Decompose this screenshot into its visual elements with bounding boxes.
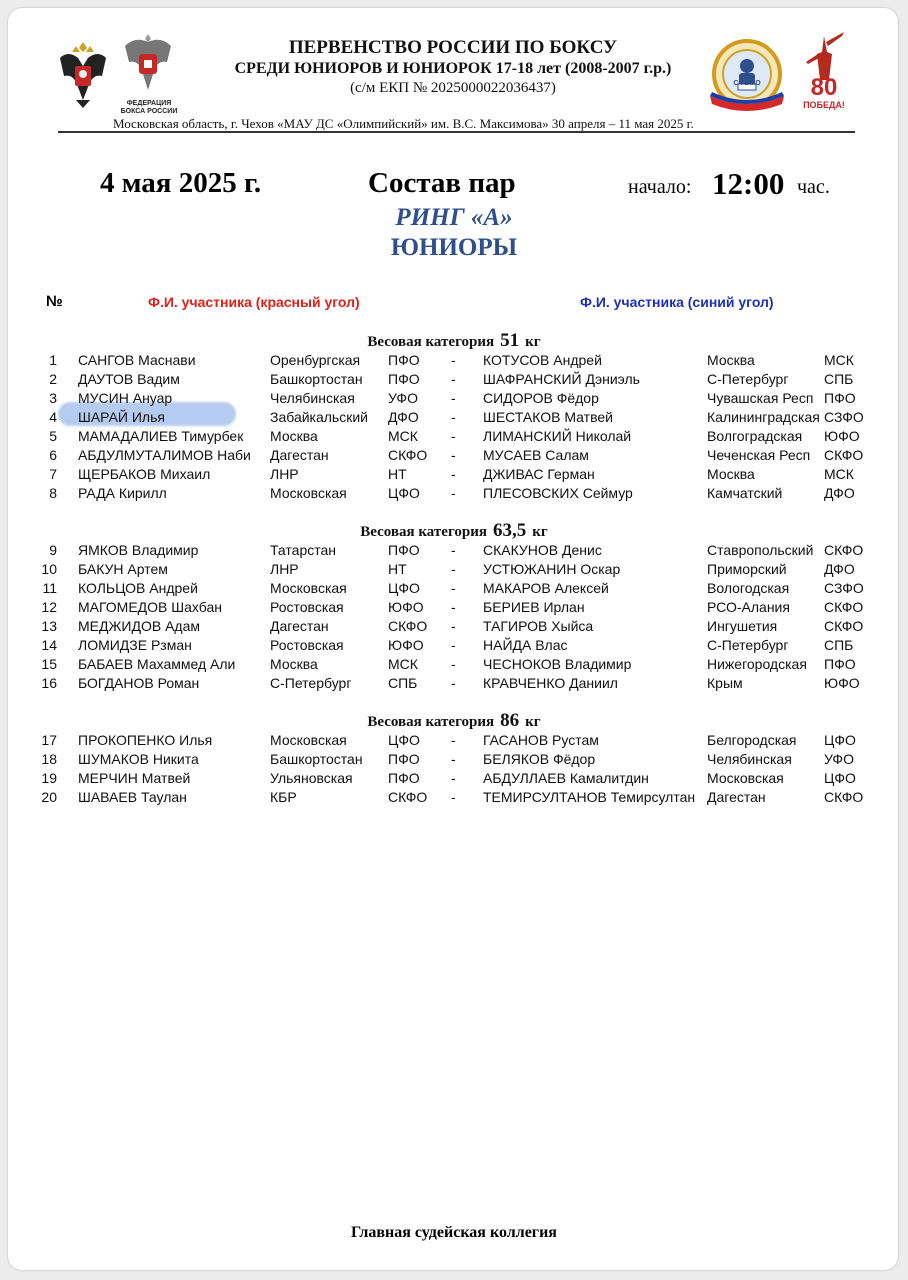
red-corner-district: ПФО (388, 751, 420, 767)
header-rule (58, 131, 855, 133)
category-weight: 63,5 (492, 520, 527, 541)
red-corner-district: УФО (388, 390, 418, 406)
blue-corner-name: МУСАЕВ Салам (483, 447, 589, 463)
table-row (0, 675, 908, 694)
red-corner-region: Челябинская (270, 390, 355, 406)
red-corner-name: ЛОМИДЗЕ Рзман (78, 637, 192, 653)
blue-corner-district: ПФО (824, 390, 856, 406)
bout-number: 6 (49, 447, 57, 463)
red-corner-region: Ульяновская (270, 770, 353, 786)
vs-dash: - (451, 428, 456, 444)
blue-corner-region: Москва (707, 352, 755, 368)
table-row (0, 409, 908, 428)
red-corner-region: Московская (270, 485, 347, 501)
bout-number: 12 (41, 599, 57, 615)
table-row (0, 656, 908, 675)
vs-dash: - (451, 485, 456, 501)
sfbmo-logo-text: СФБМО (733, 80, 761, 87)
blue-corner-district: МСК (824, 352, 854, 368)
table-row (0, 352, 908, 371)
red-corner-region: КБР (270, 789, 297, 805)
vs-dash: - (451, 675, 456, 691)
red-corner-name: ШАРАЙ Илья (78, 409, 165, 425)
table-row (0, 466, 908, 485)
blue-corner-district: ЦФО (824, 770, 856, 786)
blue-corner-region: Волгоградская (707, 428, 803, 444)
blue-corner-district: СКФО (824, 618, 864, 634)
vs-dash: - (451, 466, 456, 482)
red-corner-district: ДФО (388, 409, 419, 425)
red-corner-region: Московская (270, 580, 347, 596)
vs-dash: - (451, 637, 456, 653)
bout-number: 13 (41, 618, 57, 634)
blue-corner-region: С-Петербург (707, 637, 789, 653)
blue-corner-name: ТЕМИРСУЛТАНОВ Темирсултан (483, 789, 696, 805)
vs-dash: - (451, 770, 456, 786)
document-title: Состав пар (368, 167, 516, 199)
blue-corner-district: СПБ (824, 371, 854, 387)
blue-corner-name: БЕРИЕВ Ирлан (483, 599, 585, 615)
red-corner-region: Оренбургская (270, 352, 361, 368)
red-corner-district: СПБ (388, 675, 418, 691)
red-corner-district: ЦФО (388, 732, 420, 748)
table-row (0, 751, 908, 770)
category-label: Весовая категория (367, 714, 495, 730)
bout-number: 11 (42, 580, 57, 596)
ring-title: РИНГ «А» (395, 204, 513, 231)
red-corner-region: Башкортостан (270, 751, 363, 767)
red-corner-region: Ростовская (270, 637, 344, 653)
federation-caption-line2: БОКСА РОССИИ (120, 108, 178, 115)
red-corner-district: СКФО (388, 618, 428, 634)
blue-corner-name: ШЕСТАКОВ Матвей (483, 409, 613, 425)
blue-corner-district: УФО (824, 751, 854, 767)
blue-corner-region: Чувашская Респ (707, 390, 814, 406)
bout-number: 18 (41, 751, 57, 767)
red-corner-region: Москва (270, 428, 318, 444)
victory-number: 80 (810, 74, 838, 101)
red-corner-name: БАКУН Артем (78, 561, 168, 577)
blue-corner-district: ДФО (824, 561, 855, 577)
start-time: 12:00 (712, 166, 785, 201)
blue-corner-region: Крым (707, 675, 743, 691)
vs-dash: - (451, 542, 456, 558)
category-label: Весовая категория (360, 524, 487, 540)
table-row (0, 428, 908, 447)
vs-dash: - (451, 561, 456, 577)
red-corner-district: ЦФО (388, 485, 420, 501)
table-row (0, 561, 908, 580)
blue-corner-name: КОТУСОВ Андрей (483, 352, 602, 368)
vs-dash: - (451, 789, 456, 805)
vs-dash: - (451, 447, 456, 463)
blue-corner-region: Челябинская (707, 751, 792, 767)
bout-number: 1 (49, 352, 57, 368)
red-corner-region: Татарстан (270, 542, 337, 558)
red-corner-district: ПФО (388, 352, 420, 368)
weight-category-heading (0, 710, 908, 732)
red-corner-district: СКФО (388, 789, 428, 805)
blue-corner-region: РСО-Алания (707, 599, 790, 615)
blue-corner-name: СКАКУНОВ Денис (483, 542, 602, 558)
blue-corner-name: ЛИМАНСКИЙ Николай (483, 428, 632, 444)
blue-corner-district: ПФО (824, 656, 856, 672)
blue-corner-name: ЧЕСНОКОВ Владимир (483, 656, 632, 672)
vs-dash: - (451, 751, 456, 767)
bout-number: 9 (49, 542, 57, 558)
vs-dash: - (451, 580, 456, 596)
red-corner-region: Московская (270, 732, 347, 748)
blue-corner-district: СКФО (824, 789, 864, 805)
vs-dash: - (451, 656, 456, 672)
blue-corner-name: ТАГИРОВ Хыйса (483, 618, 594, 634)
federation-caption-line1: ФЕДЕРАЦИЯ (126, 100, 172, 107)
blue-corner-name: БЕЛЯКОВ Фёдор (483, 751, 596, 767)
bout-number: 5 (49, 428, 57, 444)
blue-corner-name: ПЛЕСОВСКИХ Сеймур (483, 485, 633, 501)
bout-number: 15 (41, 656, 57, 672)
vs-dash: - (451, 732, 456, 748)
red-corner-name: ШАВАЕВ Таулан (78, 789, 187, 805)
bout-number: 4 (49, 409, 57, 425)
blue-corner-region: Нижегородская (707, 656, 807, 672)
weight-category-heading (0, 330, 908, 352)
start-unit: час. (797, 176, 830, 198)
category-label: Весовая категория (367, 334, 495, 350)
table-row (0, 580, 908, 599)
bout-number: 17 (41, 732, 57, 748)
bout-number: 2 (49, 371, 57, 387)
blue-corner-district: СКФО (824, 542, 864, 558)
table-row (0, 599, 908, 618)
table-row (0, 371, 908, 390)
table-row (0, 732, 908, 751)
blue-corner-region: С-Петербург (707, 371, 789, 387)
blue-corner-district: СКФО (824, 447, 864, 463)
red-corner-region: Башкортостан (270, 371, 363, 387)
bout-number: 16 (41, 675, 57, 691)
red-corner-district: НТ (388, 561, 407, 577)
red-corner-name: ЯМКОВ Владимир (78, 542, 199, 558)
blue-corner-region: Дагестан (707, 789, 766, 805)
red-corner-name: МУСИН Ануар (78, 390, 173, 406)
bout-number: 20 (41, 789, 57, 805)
red-corner-region: С-Петербург (270, 675, 352, 691)
bout-number: 19 (41, 770, 57, 786)
blue-corner-name: НАЙДА Влас (483, 637, 568, 653)
blue-corner-name: СИДОРОВ Фёдор (483, 390, 599, 406)
red-corner-name: ЩЕРБАКОВ Михаил (78, 466, 211, 482)
blue-corner-name: ШАФРАНСКИЙ Дэниэль (483, 371, 640, 387)
category-weight: 51 (500, 330, 520, 351)
bout-number: 7 (49, 466, 57, 482)
bout-number: 10 (41, 561, 57, 577)
red-corner-name: АБДУЛМУТАЛИМОВ Наби (78, 447, 251, 463)
table-row (0, 637, 908, 656)
red-corner-name: МЕРЧИН Матвей (78, 770, 191, 786)
vs-dash: - (451, 371, 456, 387)
victory-text: ПОБЕДА! (803, 100, 845, 110)
red-corner-region: ЛНР (270, 466, 299, 482)
category-unit: кг (525, 714, 541, 730)
event-date: 4 мая 2025 г. (100, 167, 262, 199)
blue-corner-district: СКФО (824, 599, 864, 615)
blue-corner-region: Ингушетия (707, 618, 778, 634)
vs-dash: - (451, 390, 456, 406)
weight-category-heading (0, 520, 908, 542)
vs-dash: - (451, 599, 456, 615)
blue-corner-district: ЮФО (824, 428, 860, 444)
red-corner-district: ПФО (388, 770, 420, 786)
table-row (0, 447, 908, 466)
red-corner-name: РАДА Кирилл (78, 485, 167, 501)
blue-corner-region: Камчатский (707, 485, 783, 501)
table-row (0, 390, 908, 409)
start-label: начало: (628, 176, 692, 198)
blue-corner-region: Москва (707, 466, 755, 482)
blue-corner-name: ГАСАНОВ Рустам (483, 732, 599, 748)
title-line2: СРЕДИ ЮНИОРОВ И ЮНИОРОК 17-18 лет (2008-2007 г.р.) (234, 60, 672, 77)
blue-corner-name: УСТЮЖАНИН Оскар (483, 561, 621, 577)
red-corner-name: БАБАЕВ Махаммед Али (78, 656, 236, 672)
red-corner-region: Забайкальский (270, 409, 368, 425)
red-corner-district: МСК (388, 428, 418, 444)
blue-corner-district: СЗФО (824, 409, 864, 425)
blue-corner-district: СПБ (824, 637, 854, 653)
federation-caption (120, 100, 178, 116)
vs-dash: - (451, 409, 456, 425)
blue-corner-name: АБДУЛЛАЕВ Камалитдин (483, 770, 649, 786)
table-row (0, 618, 908, 637)
red-corner-district: СКФО (388, 447, 428, 463)
blue-corner-district: ДФО (824, 485, 855, 501)
red-corner-name: КОЛЬЦОВ Андрей (78, 580, 198, 596)
blue-corner-district: ЦФО (824, 732, 856, 748)
footer-signature: Главная судейская коллегия (351, 1224, 557, 1241)
blue-corner-name: КРАВЧЕНКО Даниил (483, 675, 618, 691)
bout-number: 14 (41, 637, 57, 653)
table-row (0, 789, 908, 808)
table-row (0, 542, 908, 561)
blue-corner-name: ДЖИВАС Герман (483, 466, 595, 482)
group-title: ЮНИОРЫ (390, 234, 518, 261)
blue-corner-district: ЮФО (824, 675, 860, 691)
red-corner-district: ПФО (388, 371, 420, 387)
red-corner-district: МСК (388, 656, 418, 672)
red-corner-district: НТ (388, 466, 407, 482)
red-corner-region: Дагестан (270, 447, 329, 463)
blue-corner-region: Московская (707, 770, 784, 786)
red-corner-region: Москва (270, 656, 318, 672)
vs-dash: - (451, 352, 456, 368)
column-red-corner-header: Ф.И. участника (красный угол) (148, 294, 360, 310)
red-corner-district: ЮФО (388, 637, 424, 653)
red-corner-region: Дагестан (270, 618, 329, 634)
red-corner-region: Ростовская (270, 599, 344, 615)
column-number-header: № (46, 293, 63, 310)
red-corner-name: МАГОМЕДОВ Шахбан (78, 599, 222, 615)
red-corner-name: ДАУТОВ Вадим (78, 371, 180, 387)
blue-corner-district: МСК (824, 466, 854, 482)
blue-corner-region: Ставропольский (707, 542, 814, 558)
blue-corner-name: МАКАРОВ Алексей (483, 580, 609, 596)
vs-dash: - (451, 618, 456, 634)
bout-number: 8 (49, 485, 57, 501)
column-blue-corner-header: Ф.И. участника (синий угол) (580, 294, 774, 310)
table-row (0, 485, 908, 504)
bout-number: 3 (49, 390, 57, 406)
red-corner-district: ЦФО (388, 580, 420, 596)
table-row (0, 770, 908, 789)
category-weight: 86 (500, 710, 520, 731)
blue-corner-region: Чеченская Респ (707, 447, 811, 463)
red-corner-name: ПРОКОПЕНКО Илья (78, 732, 213, 748)
blue-corner-region: Приморский (707, 561, 787, 577)
red-corner-district: ПФО (388, 542, 420, 558)
blue-corner-region: Калининградская (707, 409, 820, 425)
category-unit: кг (532, 524, 548, 540)
title-line3: (с/м ЕКП № 2025000022036437) (350, 80, 556, 96)
red-corner-name: МЕДЖИДОВ Адам (78, 618, 200, 634)
blue-corner-district: СЗФО (824, 580, 864, 596)
location-line: Московская область, г. Чехов «МАУ ДС «Олимпийский» им. В.С. Максимова» 30 апреля – 11 мая 2025 г. (113, 116, 694, 131)
red-corner-name: ШУМАКОВ Никита (78, 751, 199, 767)
red-corner-district: ЮФО (388, 599, 424, 615)
category-unit: кг (525, 334, 541, 350)
red-corner-name: БОГДАНОВ Роман (78, 675, 200, 691)
title-line1: ПЕРВЕНСТВО РОССИИ ПО БОКСУ (288, 37, 618, 58)
red-corner-name: САНГОВ Маснави (78, 352, 196, 368)
red-corner-name: МАМАДАЛИЕВ Тимурбек (78, 428, 244, 444)
blue-corner-region: Белгородская (707, 732, 797, 748)
red-corner-region: ЛНР (270, 561, 299, 577)
blue-corner-region: Вологодская (707, 580, 790, 596)
